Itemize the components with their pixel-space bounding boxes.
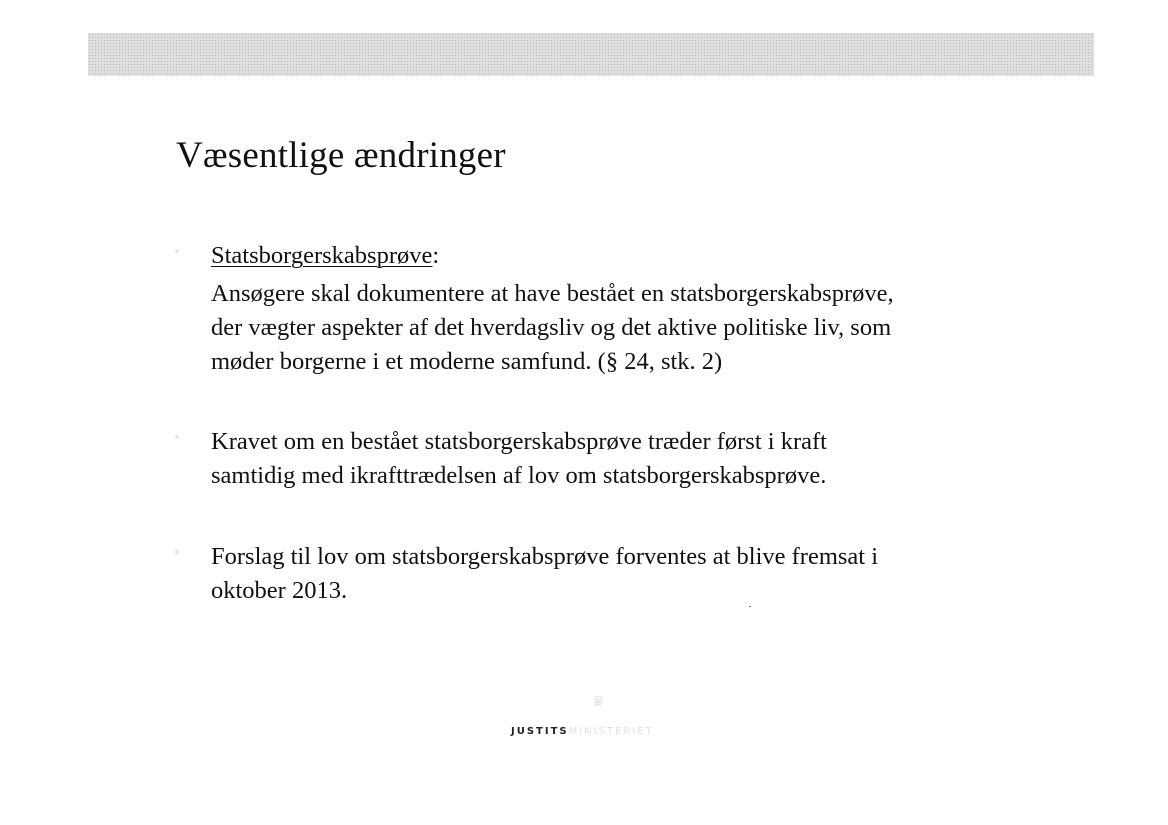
bullet-line: Forslag til lov om statsborgerskabsprøve forventes at blive fremsat i: [211, 543, 879, 570]
crown-icon: ♛: [592, 694, 605, 710]
bullet-item: [211, 239, 1031, 379]
bullet-line: Kravet om en bestået statsborgerskabsprøve træder først i kraft: [211, 428, 827, 455]
scan-speck: [749, 606, 751, 607]
bullet-line: samtidig med ikrafttrædelsen af lov om statsborgerskabsprøve.: [211, 462, 827, 489]
bullet-line: der vægter aspekter af det hverdagsliv og det aktive politiske liv, som: [211, 314, 892, 341]
logo-text-faint: MINISTERIET: [568, 726, 654, 737]
bullet-line: Ansøgere skal dokumentere at have bestået en statsborgerskabsprøve,: [211, 280, 894, 307]
bullet-item: [211, 425, 1031, 493]
bullet-heading: [211, 239, 1031, 273]
bullet-heading-text: Statsborgerskabsprøve: [211, 242, 433, 269]
slide-title: Væsentlige ændringer: [176, 135, 506, 176]
bullet-line: møder borgerne i et moderne samfund. (§ 24, stk. 2): [211, 348, 723, 375]
bullet-dot: [175, 550, 179, 554]
bullet-heading-colon: :: [432, 242, 440, 269]
ministry-logo: [511, 726, 654, 737]
bullet-dot: [175, 249, 179, 253]
bullet-item: [211, 540, 1031, 608]
logo-text-dark: JUSTITS: [511, 726, 569, 737]
bullet-line: oktober 2013.: [211, 577, 348, 604]
header-band: [88, 33, 1094, 76]
bullet-dot: [175, 435, 179, 439]
